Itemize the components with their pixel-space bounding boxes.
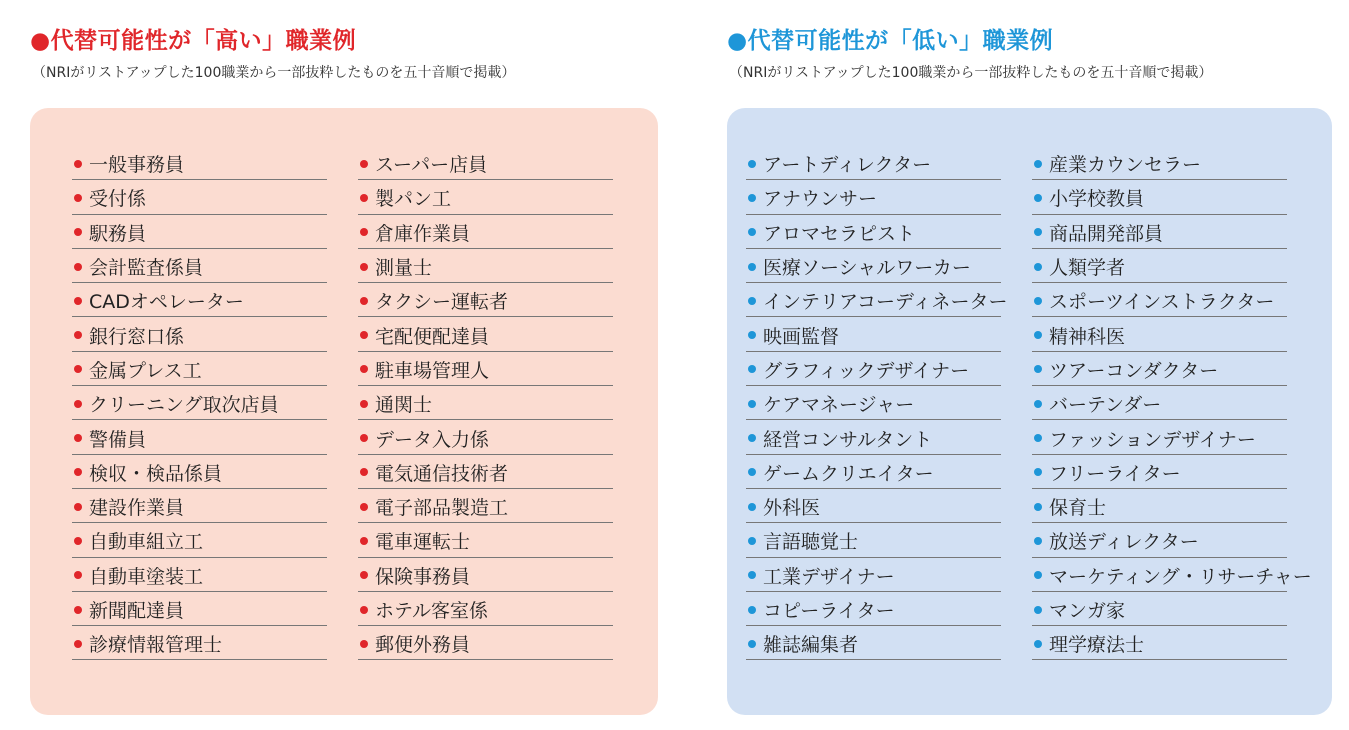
list-item — [72, 386, 327, 420]
low-list-column-1 — [746, 146, 1008, 660]
bullet-dot-icon — [74, 640, 82, 648]
job-name: データ入力係 — [375, 428, 490, 451]
bullet-dot-icon — [1034, 537, 1042, 545]
job-name: 通関士 — [375, 394, 433, 417]
bullet-dot-icon — [748, 160, 756, 168]
bullet-dot-icon — [748, 434, 756, 442]
bullet-dot-icon — [74, 606, 82, 614]
bullet-dot-icon — [1034, 365, 1042, 373]
job-name: 電気通信技術者 — [375, 462, 509, 485]
job-name: 理学療法士 — [1049, 634, 1145, 657]
job-name: 自動車組立工 — [89, 531, 204, 554]
job-name: 駐車場管理人 — [375, 359, 490, 382]
job-name: ホテル客室係 — [375, 600, 489, 622]
list-item — [1032, 489, 1287, 523]
list-item — [1032, 523, 1287, 557]
bullet-dot-icon — [1034, 606, 1042, 614]
job-name: 小学校教員 — [1049, 188, 1145, 211]
job-name: 放送ディレクター — [1049, 531, 1199, 554]
bullet-dot-icon — [360, 640, 368, 648]
list-item — [358, 592, 613, 626]
job-name: 映画監督 — [763, 325, 840, 348]
list-item — [746, 420, 1001, 454]
job-name: ファッションデザイナー — [1049, 428, 1256, 451]
list-item — [746, 352, 1001, 386]
bullet-dot-icon — [1034, 400, 1042, 408]
job-name: ツアーコンダクター — [1049, 359, 1219, 382]
job-name: グラフィックデザイナー — [763, 359, 970, 382]
bullet-dot-icon — [74, 228, 82, 236]
low-list-column-2 — [1032, 146, 1312, 660]
job-name: 新聞配達員 — [89, 600, 185, 622]
job-name: 電車運転士 — [375, 531, 471, 554]
low-section-title: ●代替可能性が「低い」職業例 — [727, 28, 1054, 54]
bullet-dot-icon — [74, 468, 82, 476]
job-name: 人類学者 — [1049, 257, 1126, 280]
bullet-dot-icon — [1034, 297, 1042, 305]
job-name: スポーツインストラクター — [1049, 291, 1275, 314]
bullet-dot-icon — [748, 297, 756, 305]
list-item — [358, 558, 613, 592]
job-name: CADオペレーター — [89, 291, 244, 314]
job-name: バーテンダー — [1049, 394, 1162, 417]
list-item — [1032, 558, 1312, 592]
bullet-dot-icon — [1034, 331, 1042, 339]
bullet-dot-icon — [74, 571, 82, 579]
list-item — [72, 146, 327, 180]
list-item — [746, 523, 1001, 557]
bullet-dot-icon — [74, 194, 82, 202]
list-item — [1032, 180, 1287, 214]
list-item — [72, 626, 327, 660]
list-item — [1032, 626, 1287, 660]
bullet-dot-icon — [1034, 194, 1042, 202]
list-item — [358, 283, 613, 317]
list-item — [358, 146, 613, 180]
job-name: 経営コンサルタント — [763, 428, 933, 451]
bullet-dot-icon — [360, 160, 368, 168]
bullet-dot-icon — [1034, 503, 1042, 511]
list-item — [72, 283, 327, 317]
bullet-dot-icon — [74, 297, 82, 305]
list-item — [1032, 455, 1287, 489]
bullet-dot-icon — [748, 194, 756, 202]
bullet-dot-icon — [748, 365, 756, 373]
bullet-dot-icon — [360, 537, 368, 545]
bullet-dot-icon — [1034, 434, 1042, 442]
job-name: コピーライター — [763, 600, 895, 622]
list-item — [72, 317, 327, 351]
bullet-dot-icon — [74, 365, 82, 373]
bullet-dot-icon — [748, 400, 756, 408]
bullet-dot-icon — [74, 160, 82, 168]
bullet-dot-icon — [748, 640, 756, 648]
bullet-dot-icon — [360, 263, 368, 271]
bullet-dot-icon — [1034, 160, 1042, 168]
bullet-dot-icon — [1034, 468, 1042, 476]
bullet-dot-icon — [748, 263, 756, 271]
list-item — [72, 420, 327, 454]
list-item — [1032, 592, 1287, 626]
list-item — [72, 180, 327, 214]
list-item — [746, 626, 1001, 660]
job-name: 駅務員 — [89, 222, 147, 245]
list-item — [746, 146, 1001, 180]
job-name: 建設作業員 — [89, 497, 185, 520]
bullet-dot-icon — [360, 297, 368, 305]
list-item — [1032, 249, 1287, 283]
job-name: 言語聴覚士 — [763, 531, 859, 554]
list-item — [746, 215, 1001, 249]
list-item — [358, 626, 613, 660]
high-list-panel — [30, 108, 658, 715]
job-name: 雑誌編集者 — [763, 634, 859, 657]
bullet-dot-icon — [748, 331, 756, 339]
list-item — [72, 489, 327, 523]
bullet-dot-icon — [1034, 228, 1042, 236]
list-item — [358, 489, 613, 523]
job-name: ケアマネージャー — [763, 394, 915, 417]
bullet-dot-icon — [748, 228, 756, 236]
list-item — [358, 420, 613, 454]
list-item — [72, 215, 327, 249]
list-item — [72, 352, 327, 386]
job-name: マンガ家 — [1049, 600, 1126, 622]
bullet-dot-icon — [360, 606, 368, 614]
high-list-column-2 — [358, 146, 613, 660]
list-item — [72, 523, 327, 557]
job-name: 金属プレス工 — [89, 359, 202, 382]
job-name: スーパー店員 — [375, 154, 488, 177]
list-item — [746, 592, 1001, 626]
bullet-dot-icon — [74, 400, 82, 408]
job-name: フリーライター — [1049, 462, 1181, 485]
bullet-dot-icon — [74, 503, 82, 511]
list-item — [1032, 146, 1287, 180]
list-item — [746, 317, 1001, 351]
list-item — [72, 592, 327, 626]
list-item — [358, 386, 613, 420]
bullet-dot-icon — [360, 503, 368, 511]
list-item — [746, 558, 1001, 592]
list-item — [358, 455, 613, 489]
list-item — [72, 455, 327, 489]
bullet-dot-icon — [1034, 263, 1042, 271]
job-name: 一般事務員 — [89, 154, 185, 177]
job-name: 製パン工 — [375, 188, 452, 211]
bullet-dot-icon — [360, 365, 368, 373]
job-name: 外科医 — [763, 497, 821, 520]
list-item — [746, 489, 1001, 523]
list-item — [358, 215, 613, 249]
bullet-dot-icon — [1034, 640, 1042, 648]
list-item — [1032, 283, 1287, 317]
job-name: ゲームクリエイター — [763, 462, 934, 485]
job-name: 保険事務員 — [375, 565, 471, 588]
list-item — [1032, 317, 1287, 351]
list-item — [746, 283, 1008, 317]
list-item — [1032, 215, 1287, 249]
list-item — [1032, 352, 1287, 386]
low-list-panel — [727, 108, 1332, 715]
job-name: 診療情報管理士 — [89, 634, 223, 657]
job-name: 工業デザイナー — [763, 565, 895, 588]
bullet-dot-icon — [748, 537, 756, 545]
job-name: アナウンサー — [763, 188, 878, 211]
high-section-title: ●代替可能性が「高い」職業例 — [30, 28, 357, 54]
bullet-dot-icon — [360, 228, 368, 236]
list-item — [72, 249, 327, 283]
bullet-dot-icon — [360, 400, 368, 408]
job-name: 倉庫作業員 — [375, 222, 471, 245]
list-item — [358, 352, 613, 386]
job-name: 医療ソーシャルワーカー — [763, 257, 971, 280]
job-name: 精神科医 — [1049, 325, 1126, 348]
high-list-column-1 — [72, 146, 327, 660]
bullet-dot-icon — [748, 606, 756, 614]
job-name: 受付係 — [89, 188, 147, 211]
job-name: 会計監査係員 — [89, 257, 204, 280]
list-item — [358, 317, 613, 351]
bullet-dot-icon — [748, 503, 756, 511]
job-name: 測量士 — [375, 257, 433, 280]
job-name: インテリアコーディネーター — [763, 291, 1008, 314]
list-item — [746, 180, 1001, 214]
list-item — [746, 249, 1001, 283]
bullet-dot-icon — [360, 331, 368, 339]
job-name: 郵便外務員 — [375, 634, 471, 657]
list-item — [72, 558, 327, 592]
list-item — [358, 249, 613, 283]
bullet-dot-icon — [748, 571, 756, 579]
list-item — [746, 386, 1001, 420]
bullet-dot-icon — [74, 434, 82, 442]
list-item — [358, 523, 613, 557]
job-name: 商品開発部員 — [1049, 222, 1164, 245]
job-name: 検収・検品係員 — [89, 462, 223, 485]
job-name: 電子部品製造工 — [375, 497, 509, 520]
job-name: 自動車塗装工 — [89, 565, 204, 588]
high-section-subtitle: （NRIがリストアップした100職業から一部抜粋したものを五十音順で掲載） — [32, 65, 516, 81]
job-name: 宅配便配達員 — [375, 325, 490, 348]
list-item — [1032, 420, 1287, 454]
bullet-dot-icon — [1034, 571, 1042, 579]
list-item — [358, 180, 613, 214]
low-section-subtitle: （NRIがリストアップした100職業から一部抜粋したものを五十音順で掲載） — [729, 65, 1213, 81]
bullet-dot-icon — [360, 194, 368, 202]
bullet-dot-icon — [74, 537, 82, 545]
job-name: タクシー運転者 — [375, 291, 509, 314]
bullet-dot-icon — [360, 434, 368, 442]
list-item — [746, 455, 1001, 489]
bullet-dot-icon — [74, 331, 82, 339]
job-name: 産業カウンセラー — [1049, 154, 1202, 177]
bullet-dot-icon — [74, 263, 82, 271]
job-name: 警備員 — [89, 428, 147, 451]
job-name: アートディレクター — [763, 154, 932, 177]
job-name: マーケティング・リサーチャー — [1049, 565, 1312, 588]
job-name: 保育士 — [1049, 497, 1107, 520]
list-item — [1032, 386, 1287, 420]
bullet-dot-icon — [360, 571, 368, 579]
job-name: 銀行窓口係 — [89, 325, 185, 348]
bullet-dot-icon — [360, 468, 368, 476]
job-name: クリーニング取次店員 — [89, 394, 279, 417]
bullet-dot-icon — [748, 468, 756, 476]
job-name: アロマセラピスト — [763, 222, 916, 245]
